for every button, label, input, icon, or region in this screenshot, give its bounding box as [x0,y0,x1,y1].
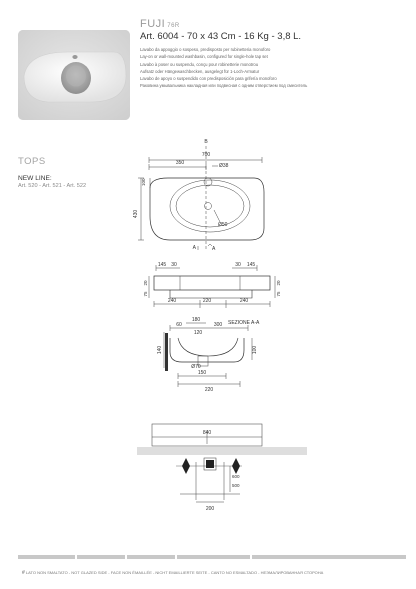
dim-150: 150 [197,370,207,376]
arrow-down-icon-right [232,466,240,474]
dim-240-left: 240 [167,298,177,304]
footer-separator [175,555,177,559]
dim-300: 300 [213,322,223,328]
description-fr: Lavabo à poser ou suspendu, conçu pour robinetterie monotrou [140,61,259,67]
dim-240-right: 240 [239,298,249,304]
section-view-drawing [164,323,252,387]
wall-outlet-square [206,460,214,468]
dim-20-left: 20 [143,280,148,286]
dim-140: 140 [157,345,163,355]
description-de: Aufsatz oder Hängewaschbecken, ausgelegt für 1-Loch-Armatur [140,68,260,74]
dim-145-right: 145 [246,262,256,268]
footer-text: LATO NON SMALTATO - NOT GLAZED SIDE - FACE NON ÉMAILLÉE - NICHT EMAILLIERTE SEITE - CANTO NO ESMALTADO - НЕЭМАЛИРОВАННАЯ СТОРОНА [25,570,324,575]
arrow-up-icon-right [232,458,240,466]
section-title: SEZIONE A-A [228,320,260,326]
footer-separator [75,555,77,559]
dim-600: 600 [232,474,240,479]
dim-60: 60 [176,322,182,328]
dim-depth: 430 [133,209,139,219]
dim-section-220: 220 [204,387,214,393]
dim-diam-70: Ø70 [191,364,201,370]
top-view-marker: B [204,139,208,145]
new-line-articles: Art. 520 - Art. 521 - Art. 522 [18,183,87,189]
footer-note [22,570,412,576]
section-band [137,447,307,455]
wall-line [165,333,168,371]
dim-offset: 100 [141,178,146,186]
dim-200: 200 [205,506,215,512]
section-mark-a: A [192,245,196,251]
section-mark-a2: A [212,246,216,252]
top-view-drawing [138,146,264,250]
tops-label: TOPS [18,156,46,167]
arrow-up-icon [182,458,190,466]
model-name: FUJI [140,18,166,30]
dim-145-left: 145 [157,262,167,268]
dim-75-right: 75 [276,291,281,297]
dim-half-width: 350 [175,160,185,166]
description-en: Lay-on or wall-mounted washbasin, configured for single-hole tap set [140,54,268,60]
dim-180: 180 [191,317,201,323]
description-es: Lavabo de apoyo o suspendido con predisposición para grifería monoforo [140,76,277,82]
dim-drain: Ø50 [218,222,228,228]
dim-75-left: 75 [143,291,148,297]
new-line-label: NEW LINE: [18,175,52,182]
footer-separator [125,555,127,559]
dim-30-left: 30 [171,262,177,268]
dim-840: 840 [202,430,212,436]
description-ru: Раковина умывальника накладная или подвесная с одним отверстием под смеситель [140,83,308,89]
dim-500: 500 [232,483,240,488]
footer-separator [250,555,252,559]
dim-30-right: 30 [235,262,241,268]
arrow-down-icon [182,466,190,474]
dim-120: 120 [193,330,203,336]
dim-20-right: 20 [276,280,281,286]
footer-mark: # [22,570,25,576]
description-it: Lavabo da appoggio o sospeso, predisposto per rubinetteria monoforo [140,47,271,52]
dim-tap-hole: Ø38 [219,163,229,169]
model-code: 76R [167,23,180,29]
article-line: Art. 6004 - 70 x 43 Cm - 16 Kg - 3,8 L. [140,31,302,42]
dim-220: 220 [202,298,212,304]
dim-100: 100 [252,345,258,355]
dim-width: 700 [201,152,211,158]
